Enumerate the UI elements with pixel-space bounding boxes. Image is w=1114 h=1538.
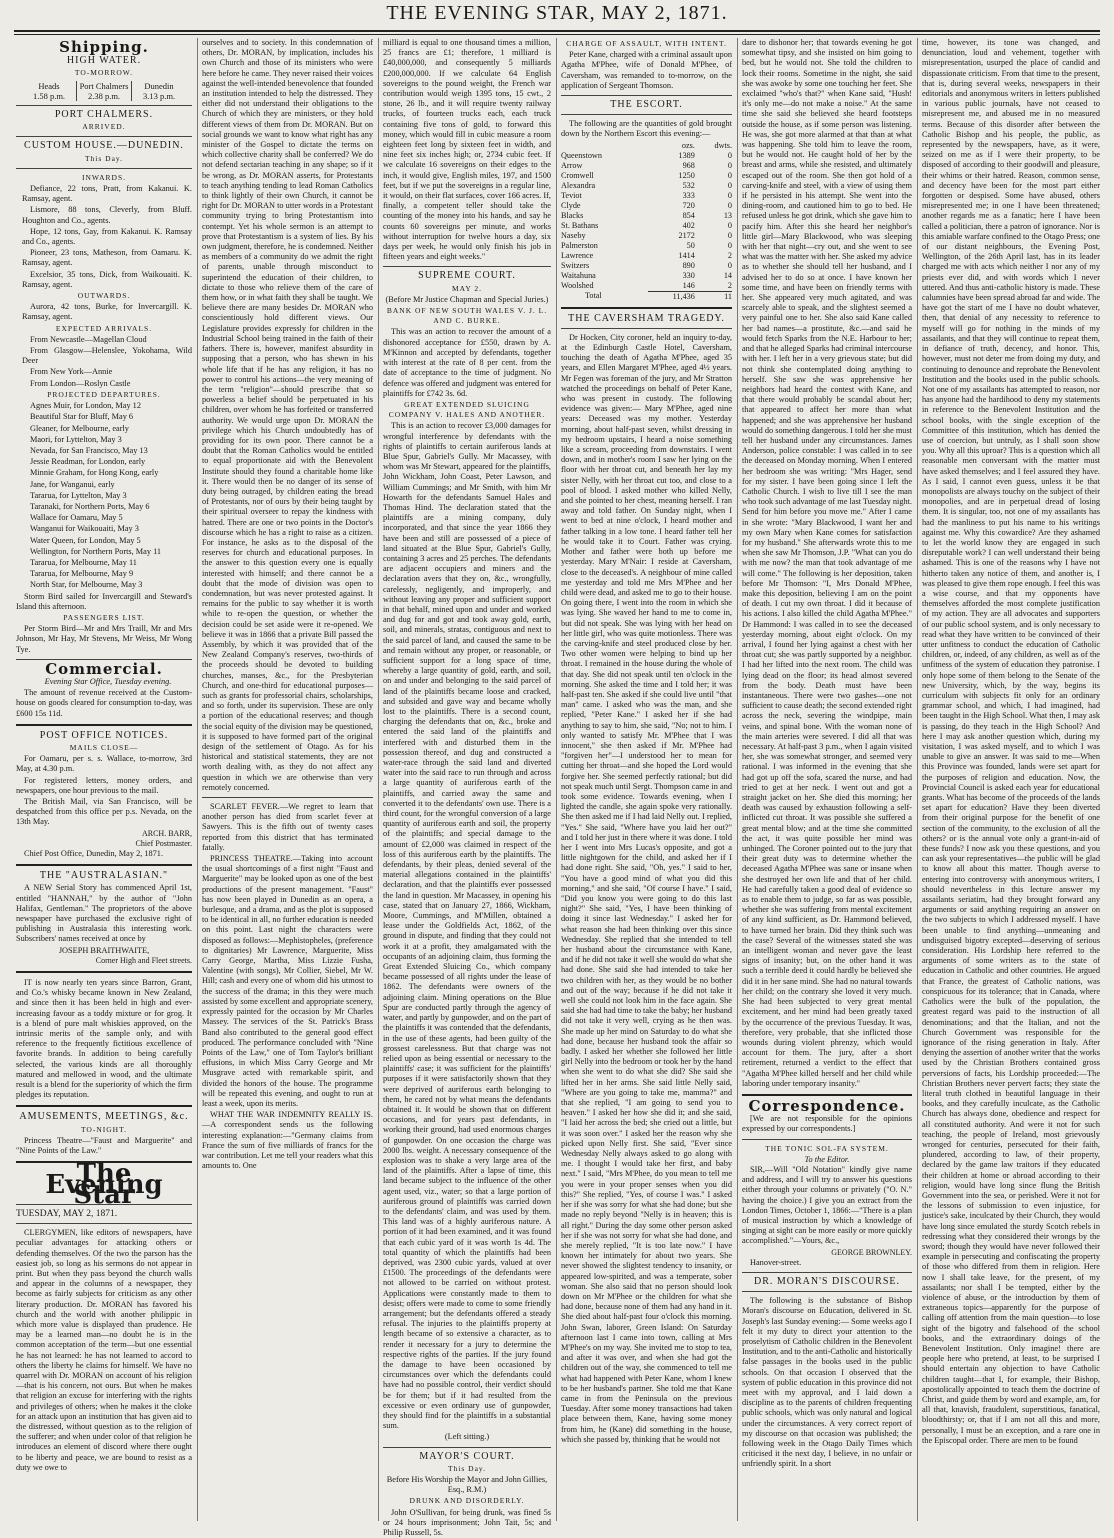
column-rule: [197, 38, 198, 1521]
shipping-entry: Lismore, 88 tons, Cleverly, from Bluff. Houghton and Co., agents.: [22, 205, 192, 225]
shipping-entry: Pioneer, 23 tons, Matheson, from Oamaru. K. Ramsay, agent.: [22, 248, 192, 268]
escort-row: [561, 211, 732, 221]
amusements-heading: AMUSEMENTS, MEETINGS, &c.: [19, 1111, 189, 1123]
commercial-heading: Commercial.: [45, 659, 163, 678]
mayors-court-heading: MAYOR'S COURT.: [419, 1450, 515, 1462]
arrival-entry: From Glasgow—Helenslee, Yokohama, Wild Deer: [22, 346, 192, 366]
tide-cell: [131, 81, 186, 101]
shipping-entry: Defiance, 22 tons, Pratt, from Kakanui. K. Ramsay, agent.: [22, 184, 192, 204]
escort-intro: The following are the quantities of gold brought down by the Northern Escort this evening:—: [561, 119, 732, 139]
solfa-address: Hanover-street.: [750, 1257, 802, 1267]
assault-heading: CHARGE OF ASSAULT, WITH INTENT.: [566, 39, 727, 48]
escort-row: [561, 271, 732, 281]
tide-time: 2.38 p.m.: [87, 90, 121, 101]
case-text: This was an action to recover the amount of a dishonored acceptance for £550, drawn by A. M'Kinnon and accepted by defendants, together with interest at the rate of 8 per cent. from the date of acceptance to the time of judgment. No defence was offered and judgment was entered for plaintiffs for £742 3s. 6d.: [383, 327, 551, 398]
departure-entry: Jane, for Wanganui, early: [30, 479, 115, 489]
australasian-signature: JOSEPH BRAITHWAITE,: [58, 945, 150, 955]
shipping-entry: Aurora, 42 tons, Burke, for Invercargill. K. Ramsay, agent.: [22, 302, 192, 322]
column-rule: [917, 38, 918, 1521]
arrived-label: ARRIVED.: [82, 122, 126, 132]
passengers-text: Per Storm Bird—Mr and Mrs Traill, Mr and Mrs Johnson, Mr Hay, Mr Stevens, Mr Weiss, Mr Wong Tye.: [16, 624, 192, 654]
leader-continued: ourselves and to society. In this condemnation of others, Dr. MORAN, by implication, includes his own Church and those of its ministers who were here before he came. They never raised their voices against the well-intended benevolence that founded an institution intended to help the distressed. They either did not understand their obligations to the Church of which they are ministers, or they hold different views of them from Dr. MORAN. But on social grounds we want to know what right has any minister of the Gospel to dictate the terms on which collective charity shall be conferred? We do not defend sectarian teaching in any shape; so if it be wrong, as Dr. MORAN asserts, for Protestants to teach anything tending to lead Roman Catholics to think lightly of their own Church, it cannot be right for Dr. MORAN to utter words in a Protestant community trying to bring Protestantism into contempt. Yet his whole sermon is an attempt to prove that Protestantism is a system of lies. By his own judgment, therefore, he is condemned. Neither as members of a community do we admit the right of parents, unable through misconduct to superintend the education of their children, to dictate to those who relieve them of the care of them how, or in what faith they shall be taught. We believe there are many besides Dr. MORAN who conscientiously hold different views. Our Legislature provides expressly for children in the Industrial School being trained in the faith of their fathers. There is, however, manifest absurdity in supposing that a person, who has shewn in his whole life that if he has any religion, it has no power to control his actions—the very meaning of the term "religion"—should prescribe that so powerless a belief should be perpetuated in his children, over whom he has forfeited or transferred authority. We would urge upon Dr. MORAN the privilege which his Church undoubtedly has of providing for its own poor. There cannot be a doubt that the Roman Catholics would be entitled to equal proportionate aid with the Benevolent Institute should they found a charitable home like it. There would then be no danger of its sense of duty being outraged, by children eating the bread of Protestants, nor of ours by their being taught by their spiritual overseer to repay the kindness with hatred. There are one or two points in the Doctor's discourse which he has a right to raise as a citizen. For instance, he asks as to the disposal of the reserves for church and educational purposes. In the answer to this question every one is equally interested with himself; and there cannot be a doubt that the mode of division was open to condemnation, but was never protested against. It remains for the public to say whether it is worth while to re-open the question, or whether the decision could be set aside were it re-opened. We believe it was in 1866 that a private Bill passed the Assembly, by which it was provided that of the New Zealand Company's reserves, two-thirds of the proceeds should be devoted to building churches, manses, &c., for the Presbyterian Church, and one-third for educational purposes—such as grants for professorial chairs, scholarships, and so forth, under its supervision. These are only a portion of the educational reserves; and though the social equity of the division may be questioned, it is supposed to have formed part of the original design of the settlement of Otago. As for his historical and statistical statements, they are not worth dealing with, as they do not affect any question in which we are otherwise than very remotely concerned.: [202, 38, 373, 792]
masthead-rule-thin: [14, 34, 1100, 35]
tragedy-heading: THE CAVERSHAM TRAGEDY.: [568, 312, 725, 324]
column-rule: [556, 38, 557, 1521]
escort-dwts: 0: [727, 180, 732, 190]
escort-oz: 854: [682, 210, 695, 220]
escort-oz: 330: [682, 270, 695, 280]
escort-place: Queenstown: [561, 150, 602, 160]
escort-place: St. Bathans: [561, 220, 599, 230]
departure-entry: Wallace for Oamaru, May 5: [30, 513, 123, 523]
column-courts: [383, 38, 551, 1538]
post-office-notice: For registered letters, money orders, and newspapers, one hour previous to the mail.: [16, 775, 192, 795]
postmaster-name: ARCH. BARR,: [141, 828, 192, 838]
escort-oz: 2172: [678, 230, 695, 240]
escort-oz: 146: [682, 280, 695, 290]
this-day-label: This Day.: [84, 153, 124, 163]
escort-row: [561, 231, 732, 241]
outwards-label: OUTWARDS.: [77, 291, 131, 301]
escort-row: [561, 261, 732, 271]
storm-bird-note: Storm Bird sailed for Invercargill and Steward's Island this afternoon.: [16, 591, 192, 611]
escort-place: Arrow: [561, 160, 583, 170]
escort-oz: 532: [682, 180, 695, 190]
departure-entry: Water Queen, for London, May 5: [30, 535, 141, 545]
projected-departures-label: PROJECTED DEPARTURES.: [47, 389, 161, 399]
escort-row: [561, 201, 732, 211]
masthead-rule: [14, 30, 1100, 32]
departure-entry: Tararua, for Melbourne, May 9: [30, 569, 134, 579]
escort-row: [561, 161, 732, 171]
correspondence-heading: Correspondence.: [748, 1096, 906, 1115]
departure-entry: Jessie Readman, for London, early: [30, 457, 146, 467]
commercial-text: The amount of revenue received at the Custom-house on goods cleared for consumption to-day, was £600 15s 11d.: [16, 688, 192, 718]
supreme-court-heading: SUPREME COURT.: [418, 270, 516, 282]
tide-place: Port Chalmers: [79, 80, 129, 91]
escort-place: Switzers: [561, 260, 590, 270]
post-office-notice: The British Mail, via San Francisco, will be despatched from this office per p.s. Nevada, on the 13th May.: [16, 797, 192, 827]
column-rule: [378, 38, 379, 1521]
departure-entry: Agnes Muir, for London, May 12: [30, 401, 141, 411]
escort-place: Alexandra: [561, 180, 596, 190]
mayors-court-day: This Day.: [447, 1463, 487, 1473]
tide-time: 1.58 p.m.: [32, 90, 66, 101]
oz-header: ozs.: [681, 140, 695, 150]
escort-place: Cromwell: [561, 170, 594, 180]
escort-dwts: 2: [727, 280, 732, 290]
escort-place: Teviot: [561, 190, 582, 200]
escort-dwts: 0: [727, 260, 732, 270]
high-water-heading: HIGH WATER.: [66, 55, 142, 67]
scarlet-fever-paragraph: SCARLET FEVER.—We regret to learn that another person has died from scarlet fever at Sawyers. This is the fifth out of twenty cases reported from this district that has terminated fatally.: [202, 802, 373, 852]
mayors-court-charge: DRUNK AND DISORDERLY.: [409, 1496, 525, 1506]
column-correspondence: [742, 38, 912, 1523]
case-title: GREAT EXTENDED SLUICING COMPANY V. HALES AND ANOTHER.: [388, 399, 546, 420]
australasian-address: Corner High and Fleet streets.: [95, 955, 192, 965]
escort-place: Naseby: [561, 230, 586, 240]
whisky-advertisement: IT is now nearly ten years since Barron, Grant, and Co.'s whisky became known in New Zealand, and since then it has been held in high and ever-increasing favour as a toddy mixture or for grog. It is a blend of pure malt whiskies approved, on the intrinsic merits of the sample only, and with reference to the frequently fictitious excellence of favorite brands. In addition to being carefully selected, the various kinds are all thoroughly matured and mellowed in wood, and the ultimate result is a blend for the superiority of which the firm pledges its reputation.: [16, 978, 192, 1100]
escort-place: Clyde: [561, 200, 581, 210]
expected-arrivals-label: EXPECTED ARRIVALS.: [55, 323, 153, 333]
princess-theatre-paragraph: PRINCESS THEATRE.—Taking into account the usual shortcomings of a first night "Faust and Marguerite" may be looked upon as one of the best productions of the present management. "Faust" has now been played in Dunedin as an opera, a burlesque, and a drama, and as the plot is supposed to be identical in all, no further education is needed on this point. Last night the characters were disposed as follows:—Mephistopheles, (preference to dignitaries) Mr Lawrence, Marguerite, Miss Carry George, Martha, Miss Lizzie Fusha, Valentine (with songs), Mr Collier, Siebel, Mr W. Hill; cash and every one of whom did his utmost to the success of the drama; in this they were much assisted by some excellent and appropriate scenery, expressly painted for the occasion by Mr Charles Massey. The services of the St. Patrick's Brass Band also contributed to the general good effect produced. The performance concluded with "Nine Points of the Law," one of Tom Taylor's brilliant effusions, in which Miss Carry George and Mr Musgrave acted with remarkable spirit, and divided the honors of the house. The programme will be repeated this evening, and ought to run at least a week, upon its merits.: [202, 854, 373, 1108]
escort-oz: 1414: [678, 250, 695, 260]
escort-dwts: 0: [727, 170, 732, 180]
total-oz: 11,436: [648, 291, 695, 302]
escort-row: [561, 221, 732, 231]
assault-text: Peter Kane, charged with a criminal assault upon Agatha M'Phee, wife of Donald M'Phee, of Caversham, was remanded to to-morrow, on the application of Sergeant Thomson.: [561, 50, 732, 90]
escort-dwts: 0: [727, 190, 732, 200]
escort-oz: 890: [682, 260, 695, 270]
escort-dwts: 0: [727, 220, 732, 230]
leader-paragraph: CLERGYMEN, like editors of newspapers, have peculiar advantages for attacking others or defending themselves. Of the two the parson has the easiest job, so long as his sermons do not appear in print. But when they pass beyond the church walls and appear in the columns of a newspaper, they become as fairly subjects for criticism as any other literary production. Dr. MORAN has favored his church and the world with another philippic in which more value is displayed than prudence. He may be a learned man—no doubt he is in the common acceptation of the term—but one essential he has not learned: he has not learned to accord to others the liberty he claims for himself. We have no quarrel with Dr. MORAN on account of his religion—that is his concern, not ours. But when he makes that religion an excuse for interfering with the rights and privileges of others; when he makes it the cloke for an attack upon an institution that has given aid to the distressed, without question as to the religion of the sufferer; and when under color of that religion he introduces an element of discord where there ought to be liberty and peace, we are bound to resist as a duty we owe to: [16, 1228, 192, 1472]
tide-time: 3.13 p.m.: [142, 90, 176, 101]
tide-place: Dunedin: [144, 80, 174, 91]
escort-oz: 720: [682, 200, 695, 210]
war-indemnity-continued: milliard is equal to one thousand times a million, 25 francs are £1; therefore, 1 milliard is £40,000,000, and consequently 5 milliards £200,000,000. If we calculate 64 English sovereigns to the pound weight, the French war contribution would weigh 1395 tons, 15 cwt., 2 stone, 26 lb., and it will require twenty railway trucks, of fourteen trucks each, each truck containing five tons of gold, to forward this money, which would fill in cubic measure a room eighteen feet long by sixteen feet in width, and nine feet six inches high; or, 2734 cubic feet. If we calculate 16 sovereigns on their edges to the inch, it would give, English miles, 197, and 1500 feet, but if we put the sovereigns in a regular line, it would, on their flat surfaces, cover 166 acres. If, finally, a competent teller should take the counting of the money into his hands, and say he counts 60 sovereigns per minute, and works without interruption for twelve hours a day, six days per week, he would only finish his job in fifteen years and eight weeks.": [383, 38, 551, 262]
australasian-text: A NEW Serial Story has commenced April 1st, entitled "HANNAH," by the author of "John Halifax, Gentleman." The proprietors of the above newspaper have purchased the exclusive right of publishing in Australasia this interesting work. Subscribers' names received at once by: [16, 883, 192, 944]
tonight-label: TO-NIGHT.: [80, 1124, 127, 1134]
escort-dwts: 2: [727, 250, 732, 260]
escort-oz: 402: [682, 220, 695, 230]
passengers-label: PASSENGERS LIST.: [63, 612, 145, 622]
supreme-court-before: (Before Mr Justice Chapman and Special Juries.): [385, 294, 549, 304]
issue-date: TUESDAY, MAY 2, 1871.: [16, 1208, 118, 1219]
escort-row: [561, 181, 732, 191]
column-leader: [202, 38, 373, 1523]
departure-entry: Tararua, for Lyttelton, May 3: [30, 490, 127, 500]
escort-dwts: 13: [723, 210, 732, 220]
custom-house-heading: CUSTOM HOUSE.—DUNEDIN.: [24, 140, 184, 152]
post-office-heading: POST OFFICE NOTICES.: [39, 729, 169, 741]
mayors-court-text: John O'Sullivan, for being drunk, was fined 5s or 24 hours imprisonment; John Tait, 5s; and Philip Russell, 5s.: [383, 1507, 551, 1538]
solfa-signature: GEORGE BROWNLEY.: [831, 1247, 912, 1257]
post-office-notice: For Oamaru, per s. s. Wallace, to-morrow, 3rd May, at 4.30 p.m.: [16, 754, 192, 774]
escort-dwts: 0: [727, 200, 732, 210]
departure-entry: Gleaner, for Melbourne, early: [30, 423, 129, 433]
solfa-text: SIR,—Will "Old Notation" kindly give name and address, and I will try to answer his questions either through your columns or privately ("O. N." having the choice.) I give you an extract from the London Times, October 1, 1866:—"There is a plan of musical instruction by which a knowledge of singing at sight can be more easily or more quickly accomplished."—Yours, &c.,: [742, 1164, 912, 1246]
tide-table: [22, 81, 186, 101]
departure-entry: Minnie Graham, for Hong Kong, early: [30, 468, 159, 478]
shipping-entry: Hope, 12 tons, Gay, from Kakanui. K. Ramsay and Co., agents.: [22, 226, 192, 247]
post-office-from: Chief Post Office, Dunedin, May 2, 1871.: [24, 849, 164, 859]
escort-heading: THE ESCORT.: [610, 99, 683, 111]
tide-place: Heads: [38, 80, 60, 91]
masthead: THE EVENING STAR, MAY 2, 1871.: [386, 2, 728, 24]
mails-close-label: MAILS CLOSE—: [69, 742, 139, 752]
departure-entry: Maori, for Lyttelton, May 3: [30, 434, 122, 444]
column-rule: [737, 38, 738, 1521]
escort-oz: 333: [682, 190, 695, 200]
escort-row: [561, 251, 732, 261]
shipping-heading: Shipping.: [59, 38, 149, 56]
tide-cell: [22, 81, 76, 101]
escort-dwts: 0: [727, 160, 732, 170]
solfa-to: To the Editor.: [804, 1154, 850, 1164]
departure-entry: Beautiful Star for Bluff, May 6: [30, 412, 134, 422]
column-shipping: [16, 38, 192, 1523]
departure-entry: North Star, for Melbourne, May 3: [30, 580, 143, 590]
case-text: This is an action to recover £3,000 damages for wrongful interference by defendants with the rights of plaintiffs to certain auriferous lands at Blue Spur, Gabriel's Gully. Mr Macassey, with whom was Mr Stewart, appeared for the plaintiffs, John Wickham, John Coast, Peter Lawson, and William Cummings; and Mr Smith, with him Mr Howarth for the defendants Samuel Hales and Thomas Hind. The declaration stated that the plaintiffs are a mining company, duly incorporated, and that since the year 1866 they have been and still are possessed of a piece of land situated at the Blue Spur, Gabriel's Gully, containing 3 acres and 25 perches. The defendants are adjacent occupiers and miners and the declaration avers that they on, &c., wrongfully, carelessly, negligently, and improperly, and without leaving any proper and sufficient support in that behalf, mined upon and under and worked and dug for and got and took away gold, earth, soil, and minerals, stratas, contiguous and next to the said parcel of land, and caused the same to be and remain without any proper, or reasonable, or sufficient support for a long space of time, whereby a large quantity of gold, earth, and soil, on and under and belonging to the said parcel of land of the plaintiffs became loose and cracked, and subsided and gave way and became wholly lost to the plaintiffs. There is a second count, charging the defendants that on, &c., broke and entered the said land of the plaintiffs and interfered with and disturbed them in the possession thereof, and dug and constructed a water-race through the said land and diverted water into the said race to run through and across a large quantity of auriferous earth of the plaintiffs, and carried away the same and converted it to the defendants' own use. There is a third count, for the wrongful conversion of a large quantity of auriferous earth and soil, the property of the plaintiffs; and special damage to the amount of £2,000 was claimed in respect of the loss of this auriferous earth by the plaintiffs. The defendants, by their pleas, denied several of the material allegations contained in the plaintiffs' declaration, and that the plaintiffs ever possessed the land in question. Mr Macassey, in opening his case, stated that on January 27, 1866, Wickham, Moore, Cummings, and M'Millen, obtained a lease under the Goldfields Act, 1862, of the ground in dispute, and finding that they could not work it at a profit, they amalgamated with the occupants of an adjoining claim, thus forming the Great Extended Sluicing Co., which company became possessed of all rights under the lease of 1862. The defendants were owners of the adjoining claim. Mining operations on the Blue Spur are conducted partly through the agency of water, and partly by gunpowder, and on the part of the plaintiffs it was contended that the defendants, in the use of these agents, had been guilty of the grossest carelessness. But that charge was not relied upon as being essential or necessary to the plaintiffs' case; it was sufficient for the plaintiffs' purposes if it were satisfactorily shown that they were deprived of auriferous earth belonging to them, he cared not by what means the defendants obtained it. It would be shown that on different occasions, and for years past defendants, in working their ground, had used enormous charges of gunpowder. On one occasion the charge was 2000 lbs. weight. A necessary consequence of the explosion was to shake a very large area of the land of the plaintiffs. After a lapse of time, this land became subject to the influence of the other agent used, viz., water; so that a large portion of auriferous ground of plaintiffs was carried down to the defendants' claim, and was used by them. This land was of a highly auriferous nature. A portion of it had been examined, and it was found that each cubic yard of it was worth 1s 4d. The total quantity of which the plaintiffs had been deprived, was 2300 cubic yards, valued at over £1500. The proceedings of the defendants were not allowed to be carried on without protest. Applications were constantly made to them to desist; offers were made to come to some friendly arrangement; but the defendants offered a steady refusal. The injuries to the plaintiffs property at length became of so extensive a character, as to render it necessary for a jury to determine the respective rights of the parties. If the jury found the damage to have been occasioned by circumstances over which the defendants could have had no possible control, their verdict should be for them; but if it had resulted from the excessive or even ordinary use of gunpowder, they should find for the plaintiffs in a substantial sum.: [383, 421, 551, 1431]
escort-row: [561, 151, 732, 161]
tragedy-text: Dr Hocken, City coroner, held an inquiry to-day, at the Edinburgh Castle Hotel, Caversham, touching the death of Agatha M'Phee, aged 35 years, and Ellen Margaret M'Phee, aged 4½ years. Mr Fegen was foreman of the jury, and Mr Stratton watched the proceedings on behalf of Peter Kane, who was present in custody. The following evidence was given:— Mary M'Phee, aged nine years: Deceased was my mother. Yesterday morning, about half-past seven, whilst dressing in my bedroom upstairs, I heard a noise something like a scream, proceeding from downstairs. I went down, and in mother's room I saw her lying on the floor with her throat cut, and beneath her lay my sister Nelly, with her throat cut too, and close to a pool of blood. I asked mother who killed Nelly, and she pointed to her chest, meaning herself. I ran away and told father. On Sunday night, when I went to bed at nine o'clock, I heard mother and father talking in a low tone. I heard father tell her he would take it to Court. Father was crying. Mother and father were both up before me yesterday. Mary M'Nair: I reside at Caversham, close to the deceased's. A neighbour of mine called me yesterday and told me Mrs M'Phee and her child were dead, and asked me to go to their house. On going there, I went into the room in which she was lying. She waved her hand to me to come in, but did not speak. She was lying with her head on her little girl, who was quite motionless. There was the carving-knife and steel produced close by her. Two other women were helping to bind up her throat. I remained in the house during the whole of that day. She did not speak until ten o'clock in the morning. She asked the time and I told her; it was half-past ten. She asked if she could live until "that man" came. I asked who was the man, and she replied, "Peter Kane." I asked her if she had anything to say to him, she said, "No; not to him. I only wanted to satisfy Mr. M'Phee that I was innocent," she then asked if Mr. M'Phee had "forgiven her"—I understood her to mean for cutting her throat—and she hoped the Lord would forgive her. She seemed perfectly rational; but did not speak much until Sergt. Thompson came in and took some evidence. Towards evening, when I lighted the candle, she again spoke very rationally. She then asked me if I had laid Nelly out. I replied, "Yes." She said, "Where have you laid her out?" and I told her just in there where it was done. I told her I went into Mrs Lucas's opposite, and got a little nightgown for the child, and asked her if I had done right. She said, "Oh, yes." I said to her, "You have a good mind of what you did this morning," and she said, "Of course I have." I said, "Did you know you were going to do this last night?" She said, "Yes, I have been thinking of doing it since last Wednesday." I asked her for what reason she had been thinking over this since Wednesday. She replied that she intended to tell her husband about the circumstance with Kane, and if he did not take it well she would do what she had done. She said she had intended to take her two children with her, as they would be no bother and out of the way; because if he did not take it well she could not look him in the face again. She said she had had time to take the baby; her husband did not take it very well, crying as he then was. She made up her mind on Saturday to do what she had done, because her husband took the affair so badly. I asked her whether she followed her little girl Nelly into the bedroom or took her by the hand when she went to do what she did? She said she lifted her in her arms. She said little Nelly said, "Where are you going to take me, mamma?" and that she replied, "I am going to send you to heaven." I asked her how she did it; and she said, "I laid her across the bed; she cried out a little, but it was soon over." I asked her the reason why she picked upon Nelly first. She said, "Ever since Wednesday Nelly always asked to go along with me. I thought I would take her first, and baby next." I said, "Mrs M'Phee, do you mean to tell me you were in your proper senses when you did this?" She replied, "Yes, of course I was." I asked her if she was sorry for what she had done; but she made no reply beyond "Nelly is in heaven; this is all right." During the day some other person asked her if she was not sorry for what she had done, and she merely replied, "It is too late now." I have known her intimately for about two years. She never showed the slightest tendency to insanity, or appeared low-spirited, and was a temperate, sober woman. She also said that no person should look down on Mr M'Phee or the children for what she had done, because none of them had any hand in it. She died about half-past four o'clock this morning. John Swan, laborer, Green Island: On Saturday afternoon last I came into town, calling at Mrs M'Phee's on my way. She invited me to stop to tea, and after it was over, and when she had got the children out of the way, she commenced to tell me what had happened with Peter Kane, whom I knew to be her husband's partner. She told me that Kane came in from the Peninsula on the previous Tuesday. After some money transactions had taken place between them, Kane, having some money from him, he (Kane) did something in the house, which she passed by, thinking that he would not: [561, 332, 732, 1444]
escort-oz: 968: [682, 160, 695, 170]
case-title: BANK OF NEW SOUTH WALES V. J. L. AND C. BURKE.: [386, 306, 548, 326]
war-indemnity-paragraph: WHAT THE WAR INDEMNITY REALLY IS.—A correspondent sends us the following interesting explanation:—"Germany claims from France the sum of five milliards of francs for the war contribution. Let me tell your readers what this amounts to. One: [202, 1110, 373, 1171]
column-discourse: [922, 38, 1100, 1523]
left-sitting-note: (Left sitting.): [444, 1432, 490, 1442]
total-dwts: 11: [695, 291, 732, 302]
escort-oz: 1250: [678, 170, 695, 180]
total-label: Total: [585, 291, 602, 301]
postmaster-title: Chief Postmaster.: [135, 838, 192, 848]
supreme-court-date: MAY 2.: [451, 283, 483, 293]
correspondence-disclaimer: [We are not responsible for the opinions expressed by our correspondents.]: [742, 1114, 912, 1134]
escort-place: Waitahuna: [561, 270, 596, 280]
escort-row: [561, 191, 732, 201]
escort-oz: 50: [686, 240, 695, 250]
departure-entry: Wanganui for Waikouaiti, May 3: [30, 524, 139, 534]
escort-header-row: [561, 141, 732, 151]
mayors-court-before: Before His Worship the Mayor and John Gillies, Esq., R.M.): [386, 1475, 548, 1495]
commercial-office: Evening Star Office, Tuesday evening.: [44, 676, 172, 686]
australasian-heading: THE "AUSTRALASIAN.": [39, 870, 169, 882]
departure-entry: Wellington, for Northern Ports, May 11: [30, 546, 162, 556]
escort-row: [561, 241, 732, 251]
tragedy-continued: dare to dishonor her; that towards evening he got somewhat tipsy, and she insisted on him going to bed, but he would not. She told the children to lock their rooms. Sometime in the night, she said she was awoke by some one touching her feet. She exclaimed "who's that?" when Kane said, "Hush! it's only me—do not make a noise." At the same time she said she believed she heard footsteps outside the house, as if some person was listening. He was, she got more alarmed at that than at what was happening. She told him to leave the room, but he would not. He caught hold of her by the breast and arms, while she resisted, and ultimately escaped out of the room. She then got hold of a carving-knife and steel, with a view of using them if he persisted in his attempt. She went into the dining-room, and cautioned him to go to bed. He refused unless he got drink, which she gave him to pacify him. After this she heard her neighbor's little girl—Mary Blackwood, who was sleeping with her that night—cry out, and she went to see what was the matter with her. She asked my advice as to whether she should tell her husband, and I advised her to do so at once. I have known her some time, and have been on friendly terms with her. She appeared very much agitated, and was scarcely able to speak, and the slightest seemed a very painful one to her. She also said Kane called her bad names—a prostitute, &c.—and said he would fetch Sparks from the N.E. Harbour to her; and that he alleged Sparks had criminal intercourse with her. I left her in a very grievous state; but did not think she contemplated doing anything to herself. She saw she was apprehensive her neighbors had heard the contest with Kane, and that there would probably be scandal about her; that appeared to affect her more than what happened; and she was apprehensive her husband would do something dangerous. I told her she must tell her husband under any circumstances. James Anderson, police constable: I was called in to see the deceased on Monday morning. When I entered her bedroom she was writing: "Mrs Hager, send for my sister. I have been going since I left the Catholic Church. I wish to live till I see the man who took such advantage of me last Tuesday night. Send for him before you move me." After I came in she wrote: "Mary Blackwood, I want her and my own Mary when Kane comes for satisfaction for my husband." She afterwards wrote this to me when she saw Mr Thomson, J.P. "What can you do with me now? the man that took advantage of me will come." The following is her deposition, taken before Mr Thomson: "I, Mrs Donald M'Phee, make this deposition, believing I am on the point of death. I cut my own throat. I did it because of his actions. I also killed the child Agatha M'Phee." Dr Hammond: I was called in to see the deceased yesterday morning, about eight o'clock. On my arrival, I found her lying against a chest with her throat cut; she was partly supported by a neighbor. I had her lifted into the next room. The child was lying dead on the floor; its head almost severed from the body. Death must have been instantaneous. There were two gashes—one not sufficient to cause death; the second extended right across the neck, severing the windpipe, main veins, and spinal bone. With the woman none of the main arteries were severed. I did all that was necessary. At half-past 3 p.m., when I again visited her, she was somewhat stronger, and seemed very rational. I was informed in the evening that she had got up off the sofa, scared the nurse, and had tried to get at her neck. I went out and got a straight jacket on her. She died this morning; her death was caused by exhaustion following a self-inflicted cut throat. It was possible she suffered a great mental blow; and at the time she committed the act, it was quite possible her mind was unhinged. The Coroner pointed out to the jury that their great duty was to determine whether the deceased Agatha M'Phee was sane or insane when she destroyed her own life and that of her child. He had carefully taken a good deal of evidence so as to enable them to judge, so far as was possible, whether she was suffering from mental excitement of any kind sufficient, as Dr. Hammond believed, to have turned her brain. Did they think such was the case? Several of the witnesses stated she was an intelligent woman and never gave the least signs of insanity; but, on the other hand it was such a terrible deed it could hardly be believed she did it in her sane mind. She had no natural towards her child; on the contrary she loved it very much. She had been subjected to very great mental excitement, and her mind had been greatly taxed by the occurrence of the previous Tuesday. It was, therefore, very probable, that she inflicted those wounds during violent phrenzy, which would account for them. The jury, after a short retirement, returned a verdict to the effect that "Agatha M'Phee killed herself and her child while laboring under temporary insanity.": [742, 38, 912, 1088]
departure-entry: Tararua, for Melbourne, May 11: [30, 557, 137, 567]
moran-continued: time, however, its tone was changed, and denunciation, loud and vehement, together with misrepresentation, usurped the place of candid and dispassionate criticism. From that time to the present, that is, during several weeks, newspapers in their editorials and anonymous writers in letters published in various public journals, have not ceased to misrepresent me, and abused me in no measured terms. Because of this disorder after between the Catholic Bishop and his people, the public, as represented by the newspapers, have, as it were, seized on me as if I were their property, to be disposed of according to their goodwill and pleasure, their whims or their hatred. Reason, common sense, and decency have been for the most part either forgotten or despised. Some have abused, others misrepresented me; in one I have been threatened; another regards me as a fanatic; here I have been called a politician, there a patron of ignorance. Nor is this amiable warfare confined to the Otago Press; one of our distant neighbours, the Evening Post, Wellington, of the 26th April last, has in its leader charged me with acts which neither I nor any of my priests ever did, and with words which I never uttered. And thus anti-catholic history is made. These calumnies have been spread abroad far and wide. The have got the start of me I have no doubt whatever, then, that denial of any necessity to reference to myself will go for nothing in the minds of my assailants, and that they will continue to repeat them, in defiance of truth, decency, and honor. This, however, must not deter me from doing my duty, and continuing to denounce and reprobate the Benevolent Institution and the books used in the public schools. Not one of my assailants has attempted to reason, nor has anyone had the hardihood to deny my statements in reference to the Benevolent Institution and the school books, with the single exception of the Committee of this institution, which has denied the use of coercion, but untruly, as I shall soon show you. Why all this uproar? This is a question which all reasonable men conversant with the matter must have asked themselves; and I feel assured they have. As I said, I cannot even guess, unless it be that monopolists are always touchy on the subject of their monopolies, and are in perpetual dread of losing them. It is singular, too, not one of my assailants has had the manliness to put his name to his writings against me. Why this cowardice? Are they ashamed to let the world know they are engaged in such disreputable work? I can well understand their being ashamed. This is one of the reasons why I have not hitherto taken any notice of them, and another is, I was pleased to give them rope enough. I feel this was a wise course, and that my opponents have themselves afforded the most complete justification of my action. They are all advocates and supporters of our public school system, and is only necessary to read what they have written to be convinced of their utter unfitness to conduct the education of Catholic children, or, indeed, of any children, as well as of the unfitness of the system of education they patronise. I only hope some of them belong to the Senate of the new University, which, by the way, begins its curriculum with subjects fit only for an ordinary grammar school, and which, I had imagined, had been taught in the High School. What then, I may ask is passing, do they teach in the High School? And here I may ask another question which, during my visitation, I was asked myself, and to which I was unable to give an answer. It was said to me—When this Province was founded, lands were set apart for the purposes of religion and education. Now, the Provincial Council is asked each year for educational grants. What has become of the proceeds of the lands set apart for education? Have they been diverted from their original purpose for the benefit of one section of the community, to the exclusion of all the others? or is the annual vote only a grant-in-aid of these funds? I now ask you these questions, and you can ask your representatives—the public will be glad to know all about this matter. Though averse to entering into controversy with anonymous writers, I should nevertheless in this lecture answer my assailants seriatim, had they brought forward any arguments or said anything requiring an answer on the two subjects to which I addressed myself. I have been unable to find anything—unmeaning and undisguised bigotry excepted—deserving of serious consideration. His Lordship here referred to the arguments of some writers as to the state of education in Catholic and other countries. He argued that France, the greatest of Catholic nations, was conspicuous for its tolerance; that in Canada, where Catholics were the bulk of the population, the greatest regard was paid to the instruction of all denominations; and that the Italian, and not the Church Government was responsible for the ignorance of the rising generation in Italy. After denying the assertion of another writer that the works used by the Christian Brothers contained gross perversions of facts, his Lordship proceeded:—The Christian Brothers never pervert facts; they state the literal truth clothed in beautiful language in their books, and they carefully inculcate, as the Catholic Church has always done, obedience and respect for all constituted authority. And were it not for such teaching, the people of Ireland, most grievously wronged for centuries, persecuted for their faith, plundered, according to law, of their property, declared by the game law traitors if they educated their children at home or abroad according to their religion, would have long since flung the British Government into the sea, or perished. Were it not for the lessons of submission to even injustice, for justice's sake, inculcated by their Church, they would have long since emulated the sturdy Scotch rebels in redressing what they considered their wrongs by the sword; though they would have never followed their example in persecuting and confiscating the property of those who differed from them in religion. Here now I shall take leave, for the present, of my assailants; nor shall I be tempted, either by the violence of abuse, or the introduction by them of extraneous topics—apparently for the purpose of calling off attention from the main question—to lose sight of the bigotry and falsehood of the school books, and the extraordinary doings of the Benevolent Institution. Only imagine! there are people here who pretend, at least, to be surprised I should entertain any objection to have Catholic children taught—that I, for example, their Bishop, apostolically appointed to teach them the doctrine of Christ, and guide them by word and example, am, for all that, knavish, fraudulent, superstitious, fanatical, bloodthirsty; or, that if I am not all this and more, personally, I must be an exception, and a rare one in the Episcopal order. There are men to be found: [922, 38, 1100, 1445]
escort-place: Palmerston: [561, 240, 598, 250]
solfa-heading: THE TONIC SOL-FA SYSTEM.: [765, 1143, 889, 1153]
escort-oz: 1389: [678, 150, 695, 160]
inwards-label: INWARDS.: [81, 172, 127, 182]
arrival-entry: From New York—Annie: [30, 367, 113, 377]
paper-nameplate: The Evening Star: [45, 1159, 163, 1210]
column-escort: [561, 38, 732, 1523]
escort-total-row: [561, 291, 732, 302]
escort-row: [561, 281, 732, 292]
arrival-entry: From London—Roslyn Castle: [30, 378, 131, 388]
shipping-entry: Excelsior, 35 tons, Dick, from Waikouaiti. K. Ramsay, agent.: [22, 269, 192, 289]
escort-place: Woolshed: [561, 280, 594, 290]
escort-dwts: 0: [727, 150, 732, 160]
tide-cell: [76, 81, 131, 101]
port-chalmers-heading: PORT CHALMERS.: [54, 109, 154, 121]
escort-dwts: 0: [727, 230, 732, 240]
to-morrow-label: TO-MORROW.: [74, 68, 134, 78]
arrival-entry: From Newcastle—Magellan Cloud: [30, 334, 147, 344]
dwts-header: dwts.: [714, 140, 732, 150]
escort-place: Lawrence: [561, 250, 594, 260]
escort-place: Blacks: [561, 210, 584, 220]
amusements-text: Princess Theatre—"Faust and Marguerite" and "Nine Points of the Law.": [16, 1135, 192, 1156]
escort-row: [561, 171, 732, 181]
departure-entry: Taranaki, for Northern Ports, May 6: [30, 501, 150, 511]
moran-heading: DR. MORAN'S DISCOURSE.: [753, 1275, 901, 1287]
escort-table: [561, 141, 732, 302]
moran-text: The following is the substance of Bishop Moran's discourse on Education, delivered in St. Joseph's last Sunday evening:— Some weeks ago I felt it my duty to direct your attention to the proselytism of Catholic children in the Benevolent Institution, and to the anti-Catholic and historically false passages in the books used in the public schools. On that occasion I observed that the system of public education in this province did not meet with my approval, and I laid down a discipline as to the parents of children frequenting public schools, which was only natural and logical under the circumstances. A very correct report of my discourse on that occasion was published; the following week in the Otago Daily Times which criticised it the next day, I believe, in no unfair or unfriendly spirit. In a short: [742, 1296, 912, 1469]
departure-entry: Nevada, for San Francisco, May 13: [30, 445, 148, 455]
escort-dwts: 14: [723, 270, 732, 280]
escort-dwts: 0: [727, 240, 732, 250]
